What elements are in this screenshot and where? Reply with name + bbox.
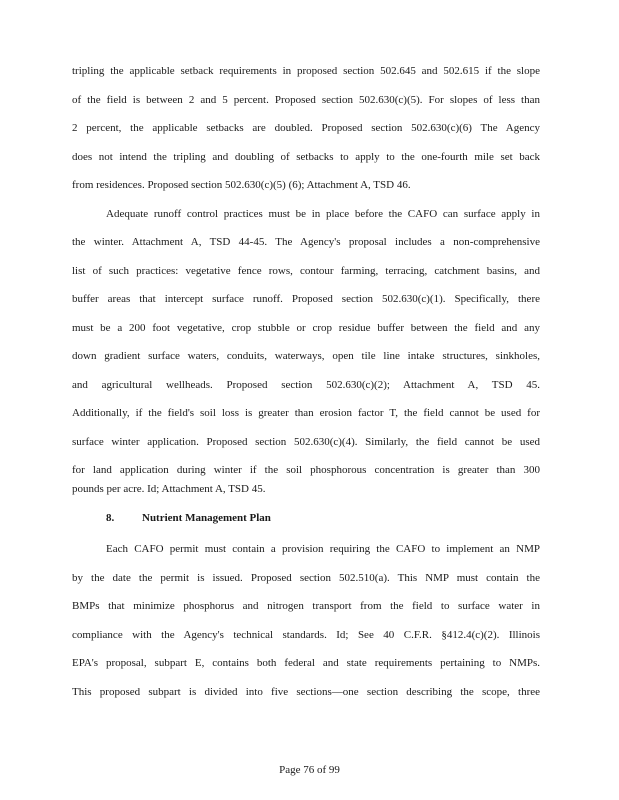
paragraph-3-line-3: BMPs that minimize phosphorus and nitrogen transport from the field to surface water in <box>72 600 540 612</box>
paragraph-2-line-9: surface winter application. Proposed section 502.630(c)(4). Similarly, the field cannot be used <box>72 436 540 448</box>
paragraph-2-line-2: the winter. Attachment A, TSD 44-45. The Agency's proposal includes a non-comprehensive <box>72 236 540 248</box>
paragraph-3-line-5: EPA's proposal, subpart E, contains both federal and state requirements pertaining to NMPs. <box>72 657 540 669</box>
paragraph-2-line-4: buffer areas that intercept surface runoff. Proposed section 502.630(c)(1). Specifically, there <box>72 293 540 305</box>
paragraph-2-line-10: for land application during winter if the soil phosphorous concentration is greater than 300 <box>72 464 540 476</box>
paragraph-3-line-1: Each CAFO permit must contain a provision requiring the CAFO to implement an NMP <box>106 543 540 555</box>
paragraph-2-line-11: pounds per acre. Id; Attachment A, TSD 45. <box>72 483 266 495</box>
paragraph-2-line-3: list of such practices: vegetative fence rows, contour farming, terracing, catchment basins, and <box>72 265 540 277</box>
section-title: Nutrient Management Plan <box>142 512 271 524</box>
paragraph-2-line-1: Adequate runoff control practices must be in place before the CAFO can surface apply in <box>106 208 540 220</box>
paragraph-3-line-2: by the date the permit is issued. Proposed section 502.510(a). This NMP must contain the <box>72 572 540 584</box>
paragraph-2-line-8: Additionally, if the field's soil loss is greater than erosion factor T, the field cannot be used for <box>72 407 540 419</box>
paragraph-1-line-2: of the field is between 2 and 5 percent. Proposed section 502.630(c)(5). For slopes of less than <box>72 94 540 106</box>
paragraph-1-line-4: does not intend the tripling and doubling of setbacks to apply to the one-fourth mile set back <box>72 151 540 163</box>
paragraph-2-line-5: must be a 200 foot vegetative, crop stubble or crop residue buffer between the field and any <box>72 322 540 334</box>
page-number-footer: Page 76 of 99 <box>279 764 340 776</box>
paragraph-1-line-3: 2 percent, the applicable setbacks are doubled. Proposed section 502.630(c)(6) The Agency <box>72 122 540 134</box>
paragraph-1-line-5: from residences. Proposed section 502.630(c)(5) (6); Attachment A, TSD 46. <box>72 179 411 191</box>
paragraph-2-line-7: and agricultural wellheads. Proposed section 502.630(c)(2); Attachment A, TSD 45. <box>72 379 540 391</box>
section-number: 8. <box>106 512 115 524</box>
paragraph-3-line-4: compliance with the Agency's technical standards. Id; See 40 C.F.R. §412.4(c)(2). Illinois <box>72 629 540 641</box>
paragraph-3-line-6: This proposed subpart is divided into five sections—one section describing the scope, three <box>72 686 540 698</box>
paragraph-2-line-6: down gradient surface waters, conduits, waterways, open tile line intake structures, sinkholes, <box>72 350 540 362</box>
paragraph-1-line-1: tripling the applicable setback requirements in proposed section 502.645 and 502.615 if the slope <box>72 65 540 77</box>
